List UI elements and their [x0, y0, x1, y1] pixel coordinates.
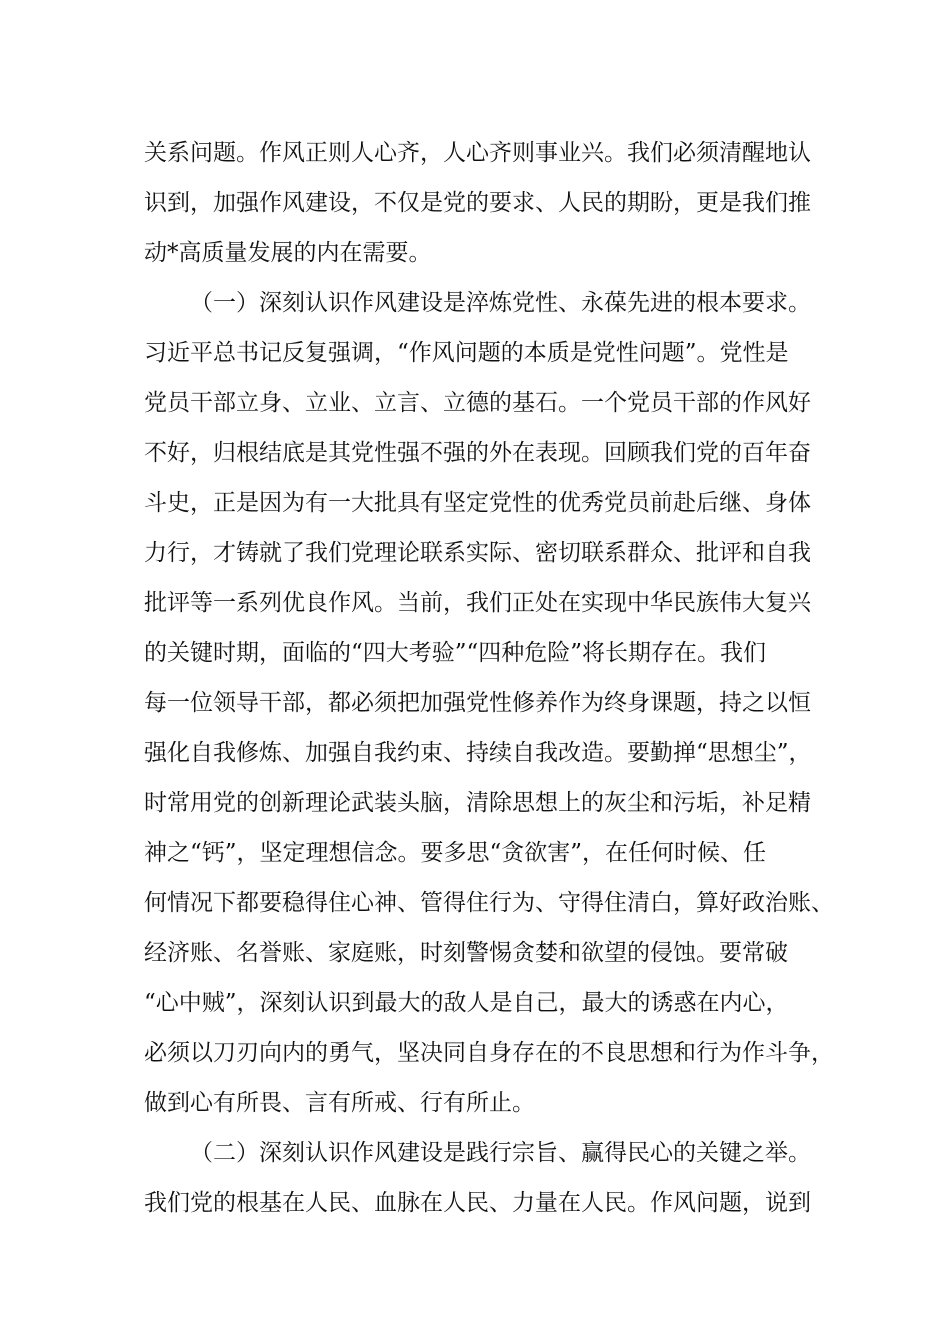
text-line: “心中贼”，深刻认识到最大的敌人是自己，最大的诱惑在内心， [144, 990, 789, 1016]
text-line: 每一位领导干部，都必须把加强党性修养作为终身课题，持之以恒 [144, 690, 811, 716]
text-line: 神之“钙”，坚定理想信念。要多思“贪欲害”，在任何时候、任 [144, 840, 767, 866]
document-body [144, 132, 834, 1232]
text-line: 时常用党的创新理论武装头脑，清除思想上的灰尘和污垢，补足精 [144, 790, 811, 816]
text-line: 何情况下都要稳得住心神、管得住行为、守得住清白，算好政治账、 [144, 890, 834, 916]
text-line: 不好，归根结底是其党性强不强的外在表现。回顾我们党的百年奋 [144, 440, 811, 466]
text-line: 做到心有所畏、言有所戒、行有所止。 [144, 1090, 535, 1116]
text-line: 习近平总书记反复强调，“作风问题的本质是党性问题”。党性是 [144, 340, 789, 366]
section-heading-1: （一）深刻认识作风建设是淬炼党性、永葆先进的根本要求。 [190, 290, 811, 316]
text-line: 的关键时期，面临的“四大考验”“四种危险”将长期存在。我们 [144, 640, 767, 666]
text-line: 力行，才铸就了我们党理论联系实际、密切联系群众、批评和自我 [144, 540, 811, 566]
text-line: 我们党的根基在人民、血脉在人民、力量在人民。作风问题，说到 [144, 1190, 811, 1216]
section-heading-2: （二）深刻认识作风建设是践行宗旨、赢得民心的关键之举。 [190, 1140, 811, 1166]
text-line: 斗史，正是因为有一大批具有坚定党性的优秀党员前赴后继、身体 [144, 490, 811, 516]
text-line: 批评等一系列优良作风。当前，我们正处在实现中华民族伟大复兴 [144, 590, 811, 616]
text-line: 必须以刀刃向内的勇气，坚决同自身存在的不良思想和行为作斗争， [144, 1040, 834, 1066]
text-line: 党员干部立身、立业、立言、立德的基石。一个党员干部的作风好 [144, 390, 811, 416]
text-line: 识到，加强作风建设，不仅是党的要求、人民的期盼，更是我们推 [144, 190, 811, 216]
text-line: 动*高质量发展的内在需要。 [144, 240, 432, 266]
text-line: 强化自我修炼、加强自我约束、持续自我改造。要勤掸“思想尘”， [144, 740, 812, 766]
text-line: 经济账、名誉账、家庭账，时刻警惕贪婪和欲望的侵蚀。要常破 [144, 940, 788, 966]
text-line: 关系问题。作风正则人心齐，人心齐则事业兴。我们必须清醒地认 [144, 140, 811, 166]
